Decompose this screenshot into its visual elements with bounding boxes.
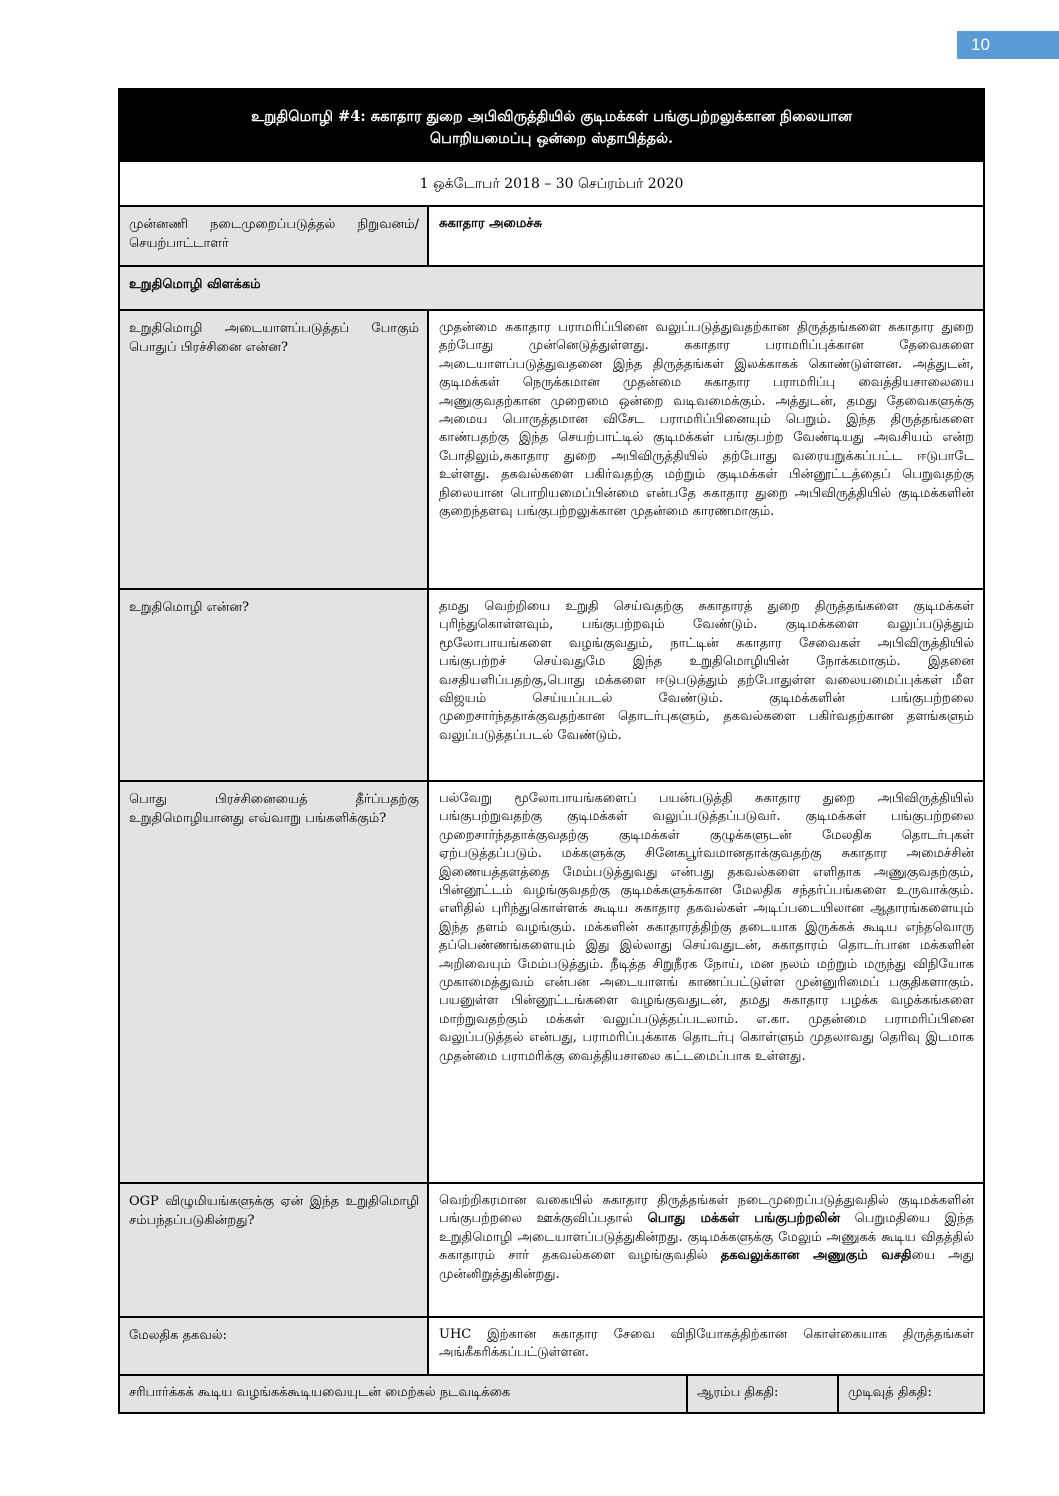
commitment-label: உறுதிமொழி என்ன? (120, 590, 429, 780)
ogp-bold-a: பொது மக்கள் பங்குபற்றலின் (647, 1211, 841, 1227)
contribution-row (120, 780, 983, 1182)
lead-agency-value: சுகாதார அமைச்சு (439, 216, 542, 231)
lead-agency-label: முன்னணி நடைமுறைப்படுத்தல் நிறுவனம்/செயற்பாட்டாளர் (120, 207, 429, 265)
commitment-table (118, 88, 985, 1414)
milestone-header-row (120, 1374, 983, 1412)
ogp-bold-b: தகவலுக்கான அணுகும் வசதி (720, 1248, 912, 1264)
problem-text: முதன்மை சுகாதார பராமரிப்பினை வலுப்படுத்துவதற்கான திருத்தங்களை சுகாதார துறை தற்போது முன்னெடுத்துள்ளது. சுகாதார பராமரிப்புக்கான தேவைகளை அடையாளப்படுத்துவதனை இந்த திருத்தங்கள் இலக்காகக் கொண்டுள்ளன. அத்துடன், குடிமக்கள் நெருக்கமான முதன்மை சுகாதார பராமரிப்பு வைத்தியசாலையை அணுகுவதற்கான முறைமை ஒன்றை வடிவமைக்கும். அத்துடன், தமது தேவைகளுக்கு அமைய பொருத்தமான விசேட பராமரிப்பினையும் பெறும். இந்த திருத்தங்களை காண்பதற்கு இந்த செயற்பாட்டில் குடிமக்கள் பங்குபற்ற வேண்டியது அவசியம் என்ற போதிலும்,சுகாதார துறை அபிவிருத்தியில் தற்போது வரையறுக்கப்பட்ட ஈடுபாடே உள்ளது. தகவல்களை பகிர்வதற்கு மற்றும் குடிமக்கள் பின்னூட்டத்தைப் பெறுவதற்கு நிலையான பொறியமைப்பின்மை என்பதே சுகாதார துறை அபிவிருத்தியில் குடிமக்களின் குறைந்தளவு பங்குபற்றலுக்கான முதன்மை காரணமாகும். (439, 320, 974, 520)
ogp-text-a: வெற்றிகரமான வகையில் சுகாதார திருத்தங்கள் நடைமுறைப்படுத்துவதில் குடிமக்களின் பங்குபற்றலை ஊக்குவிப்பதால் (439, 1193, 974, 1227)
ogp-text-b: பெறுமதியை இந்த உறுதிமொழி அடையாளப்படுத்துகின்றது. குடிமக்களுக்கு மேலும் அணுகக் கூடிய விதத்தில் சுகாதாரம் சார் தகவல்களை வழங்குவதில் (439, 1211, 974, 1264)
problem-row (120, 309, 983, 588)
title-line-1: உறுதிமொழி #4: சுகாதார துறை அபிவிருத்தியில் குடிமக்கள் பங்குபற்றலுக்கான நிலையான (251, 108, 852, 125)
ogp-values-text (429, 1184, 983, 1316)
lead-agency-row (120, 205, 983, 265)
milestone-activity-header: சரிபார்க்கக் கூடிய வழங்கக்கூடியவையுடன் மைற்கல் நடவடிக்கை (120, 1376, 688, 1412)
start-date-header: ஆரம்ப திகதி: (688, 1376, 839, 1412)
title-line-2: பொறியமைப்பு ஒன்றை ஸ்தாபித்தல். (429, 130, 674, 147)
contribution-label: பொது பிரச்சினையைத் தீர்ப்பதற்கு உறுதிமொழியானது எவ்வாறு பங்களிக்கும்? (120, 782, 429, 1182)
additional-info-label: மேலதிக தகவல்: (120, 1318, 429, 1374)
end-date-header: முடிவுத் திகதி: (839, 1376, 983, 1412)
ogp-values-row (120, 1182, 983, 1316)
section-title-row (120, 265, 983, 309)
commitment-row (120, 588, 983, 780)
contribution-text: பல்வேறு மூலோபாயங்களைப் பயன்படுத்தி சுகாதார துறை அபிவிருத்தியில் பங்குபற்றுவதற்கு குடிமக்கள் வலுப்படுத்தப்படுவர். குடிமக்கள் பங்குபற்றலை முறைசார்ந்ததாக்குவதற்கு குடிமக்கள் குழுக்களுடன் மேலதிக தொடர்புகள் ஏற்படுத்தப்படும். மக்களுக்கு சினேகபூர்வமானதாக்குவதற்கு சுகாதார அமைச்சின் இணையத்தளத்தை மேம்படுத்துவது என்பது தகவல்களை எளிதாக அணுகுவதற்கும், பின்னூட்டம் வழங்குவதற்கு குடிமக்களுக்கான மேலதிக சந்தர்ப்பங்களை உருவாக்கும். எளிதில் புரிந்துகொள்ளக் கூடிய சுகாதார தகவல்கள் அடிப்படையிலான ஆதாரங்களையும் இந்த தளம் வழங்கும். மக்களின் சுகாதாரத்திற்கு தடையாக இருக்கக் கூடிய எந்தவொரு தப்பெண்ணங்களையும் இது இல்லாது செய்வதுடன், சுகாதாரம் தொடர்பான மக்களின் அறிவையும் மேம்படுத்தும். நீடித்த சிறுநீரக நோய், மன நலம் மற்றும் மருந்து விநியோக முகாமைத்துவம் என்பன அடையாளங் காணப்பட்டுள்ள முன்னுரிமைப் பகுதிகளாகும். பயனுள்ள பின்னூட்டங்களை வழங்குவதுடன், தமது சுகாதார பழக்க வழக்கங்களை மாற்றுவதற்கும் மக்கள் வலுப்படுத்தப்படலாம். எ.கா. முதன்மை பராமரிப்பினை வலுப்படுத்தல் என்பது, பராமரிப்புக்காக தொடர்பு கொள்ளும் முதலாவது தெரிவு இடமாக முதன்மை பராமரிக்கு வைத்தியசாலை கட்டமைப்பாக உள்ளது. (439, 791, 974, 1064)
page-number: 10 (957, 31, 1059, 59)
commitment-title (120, 90, 983, 161)
additional-info-text: UHC இற்கான சுகாதார சேவை விநியோகத்திற்கான கொள்கையாக திருத்தங்கள் அங்கீகரிக்கப்பட்டுள்ளன. (439, 1327, 974, 1361)
ogp-text-c: யை அது முன்னிறுத்துகின்றது. (439, 1248, 974, 1282)
ogp-values-label: OGP விழுமியங்களுக்கு ஏன் இந்த உறுதிமொழி சம்பந்தப்படுகின்றது? (120, 1184, 429, 1316)
section-title: உறுதிமொழி விளக்கம் (120, 267, 983, 309)
additional-info-row (120, 1316, 983, 1374)
problem-label: உறுதிமொழி அடையாளப்படுத்தப் போகும் பொதுப் பிரச்சினை என்ன? (120, 311, 429, 588)
commitment-text: தமது வெற்றியை உறுதி செய்வதற்கு சுகாதாரத் துறை திருத்தங்களை குடிமக்கள் புரிந்துகொள்ளவும், பங்குபற்றவும் வேண்டும். குடிமக்களை வலுப்படுத்தும் மூலோபாயங்களை வழங்குவதும், நாட்டின் சுகாதார சேவைகள் அபிவிருத்தியில் பங்குபற்றச் செய்வதுமே இந்த உறுதிமொழியின் நோக்கமாகும். இதனை வசதியளிப்பதற்கு,பொது மக்களை ஈடுபடுத்தும் தற்போதுள்ள வலையமைப்புக்கள் மீள விஜயம் செய்யப்படல் வேண்டும். குடிமக்களின் பங்குபற்றலை முறைசார்ந்ததாக்குவதற்கான தொடர்புகளும், தகவல்களை பகிர்வதற்கான தளங்களும் வலுப்படுத்தப்படல் வேண்டும். (439, 599, 974, 743)
commitment-dates: 1 ஒக்டோபர் 2018 – 30 செப்ரம்பர் 2020 (120, 161, 983, 205)
